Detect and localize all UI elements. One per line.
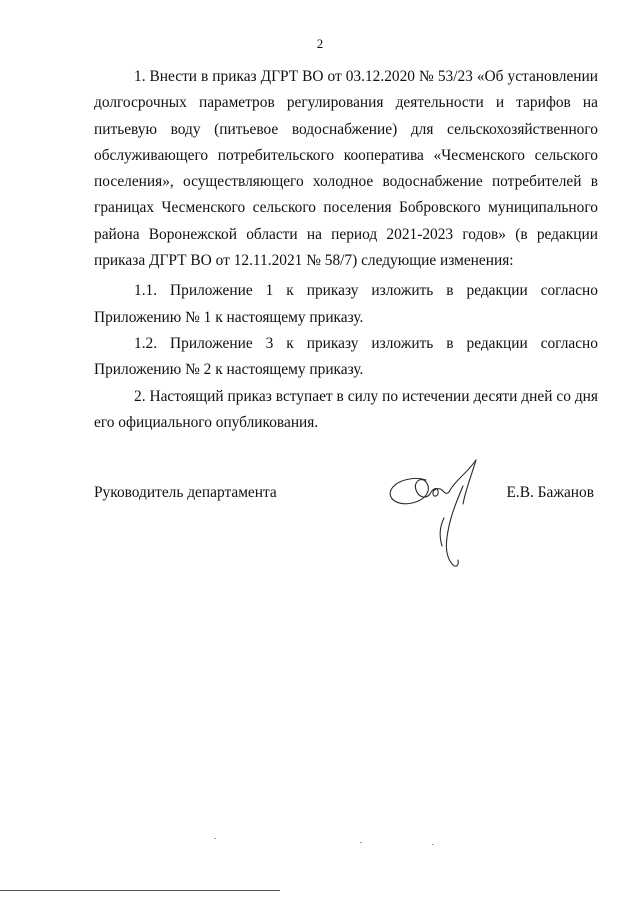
document-body — [94, 64, 598, 436]
paragraph-item-1-1: 1.1. Приложение 1 к приказу изложить в редакции согласно Приложению № 1 к настоящему приказу. — [94, 282, 598, 326]
page-number: 2 — [316, 36, 324, 51]
handwritten-signature-icon — [386, 456, 498, 572]
paragraph-item-1-2: 1.2. Приложение 3 к приказу изложить в редакции согласно Приложению № 2 к настоящему приказу. — [94, 334, 598, 379]
signer-title: Руководитель департамента — [94, 484, 277, 501]
paragraph-amendment: 1. Внести в приказ ДГРТ ВО от 03.12.2020 № 53/23 «Об установлении долгосрочных параметров регулирования деятельности и тарифов на питьевую воду (питьевое водоснабжение) для сельскохозяйственного обслуживающего потребительского кооператива «Чесменского сельского поселения», осуществляющего холодное водоснабжение потребителей в границах Чесменского сельского поселения Бобровского муниципального района Воронежской области на период 2021-2023 годов» (в редакции приказа ДГРТ ВО от 12.11.2021 № 58/7) следующие изменения: — [94, 68, 598, 270]
signature-block — [94, 484, 598, 514]
signer-name: Е.В. Бажанов — [506, 484, 594, 501]
paragraph-effective-date: 2. Настоящий приказ вступает в силу по истечении десяти дней со дня его официального опубликования. — [94, 387, 598, 431]
